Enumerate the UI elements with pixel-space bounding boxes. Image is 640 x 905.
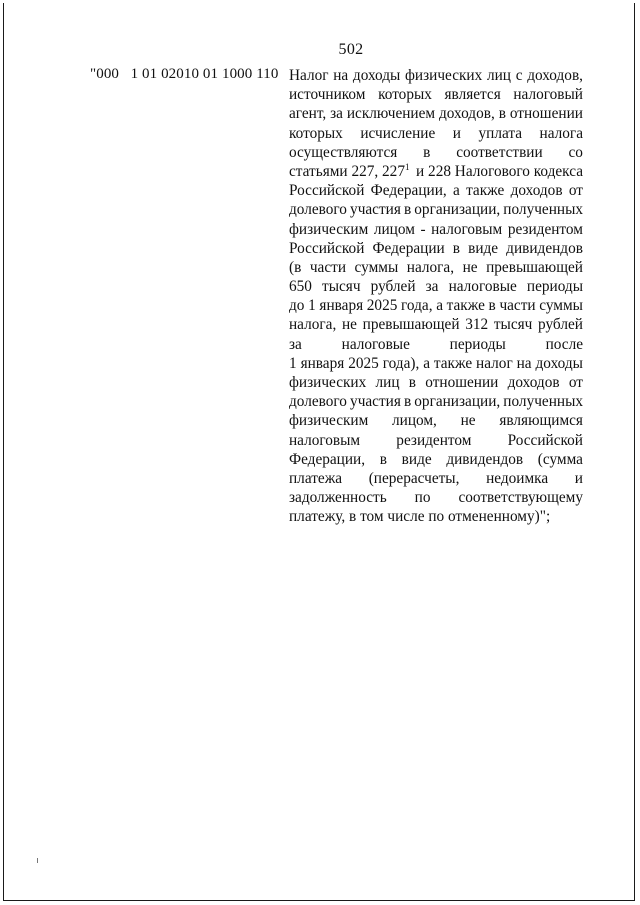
description-line: долевого участия в организации, полученных [289,201,583,219]
description-line: статьями 227, $227^1$ и 228 Налогового кодекса [289,161,583,180]
description-line: платежа (перерасчеты, недоимка и [289,469,583,487]
description-line: агент, за исключением доходов, в отношении [289,105,583,123]
description-line: платежу, в том числе по отмененному)"; [289,508,551,526]
scan-artifact [37,858,38,863]
description-line: 1 января 2025 года), а также налог на доходы [289,354,583,372]
description-line: за налоговые периоды после [289,335,583,353]
article-superscript: 1 [404,161,410,172]
description-line: 650 тысяч рублей за налоговые периоды [289,278,583,296]
entry-description [289,66,583,527]
description-line: до 1 января 2025 года, а также в части суммы [289,297,583,315]
description-line: налога, не превышающей 312 тысяч рублей [289,316,583,334]
description-line: физическим лицом - налоговым резидентом [289,220,583,238]
description-line: физических лиц в отношении доходов от [289,374,583,391]
description-line: которых исчисление и уплата налога [289,124,583,142]
description-line: налоговым резидентом Российской [289,431,583,449]
description-line: Российской Федерации в виде дивидендов [289,239,583,257]
classification-code: "000 1 01 02010 01 1000 110 [90,66,279,82]
description-line: осуществляются в соответствии со [289,143,583,161]
description-line: Федерации, в виде дивидендов (сумма [289,450,583,468]
description-line: задолженность по соответствующему [289,489,583,507]
description-line: Российской Федерации, а также доходов от [289,182,583,200]
description-line: (в части суммы налога, не превышающей [289,258,583,276]
page-number: 502 [338,41,364,58]
description-line: источником которых является налоговый [289,86,583,104]
description-line: Налог на доходы физических лиц с доходов, [289,67,583,84]
description-line: физическим лицом, не являющимся [289,412,583,430]
description-line: долевого участия в организации, полученных [289,393,583,411]
